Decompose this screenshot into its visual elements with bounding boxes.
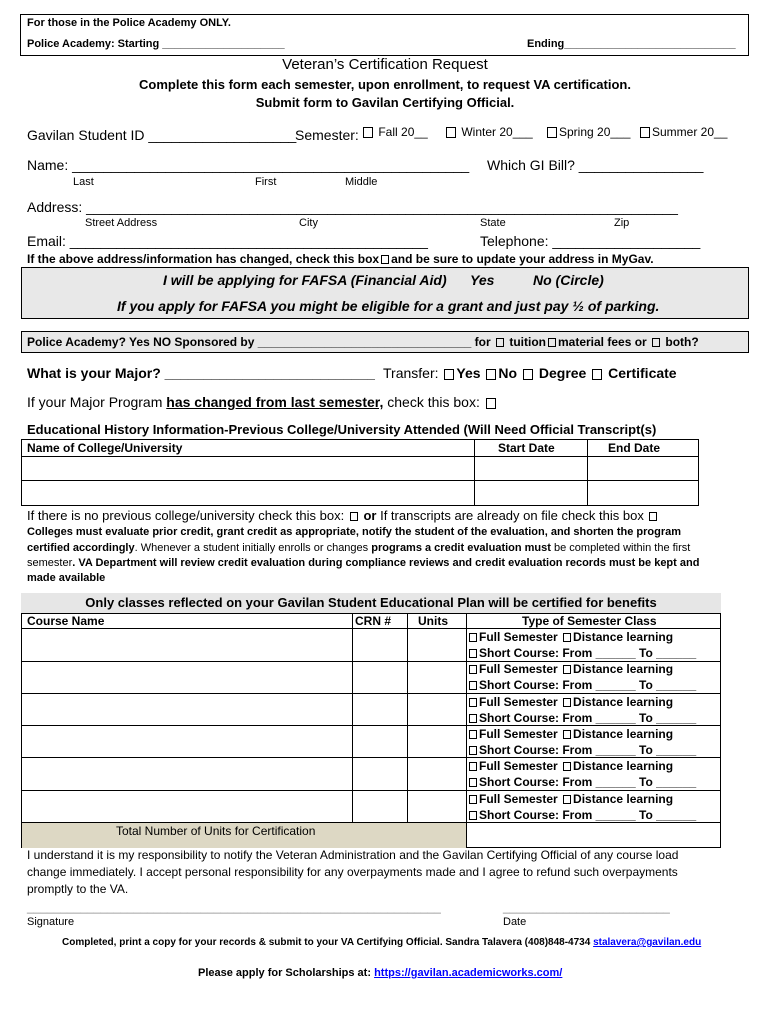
classes-col-units: Units (418, 614, 448, 628)
full-semester-label: Full Semester (479, 630, 558, 644)
academy-starting[interactable]: Police Academy: Starting ____________________ (27, 38, 285, 50)
major-field[interactable]: What is your Major? ___________________________ (27, 365, 375, 381)
full-semester-label: Full Semester (479, 792, 558, 806)
semester-spring[interactable] (545, 125, 630, 139)
edu-col-start: Start Date (498, 441, 555, 455)
footer-email-link[interactable]: stalavera@gavilan.edu (593, 937, 702, 948)
semester-winter[interactable] (444, 125, 533, 139)
total-units-label: Total Number of Units for Certification (116, 824, 316, 838)
short-course-label[interactable]: Short Course: From ______ To ______ (479, 646, 697, 660)
scholarship-line (198, 967, 562, 979)
subtitle-1: Complete this form each semester, upon enrollment, to request VA certification. (139, 77, 631, 92)
first-label: First (255, 176, 277, 188)
scholarship-link[interactable]: https://gavilan.academicworks.com/ (374, 967, 563, 979)
semester-fall[interactable] (361, 125, 428, 139)
fall-checkbox[interactable] (363, 127, 373, 138)
short-course-label[interactable]: Short Course: From ______ To ______ (479, 743, 697, 757)
certificate-checkbox[interactable] (592, 369, 602, 380)
signature-label: Signature (27, 916, 75, 928)
distance-learning-checkbox[interactable] (563, 730, 571, 739)
classes-col-crn: CRN # (355, 614, 392, 628)
police-sponsor-line (27, 335, 699, 349)
tuition-checkbox[interactable] (496, 338, 504, 347)
no-prev-b: If transcripts are already on file check this box (380, 508, 644, 523)
material-label: material fees or (557, 335, 647, 349)
scholarship-text: Please apply for Scholarships at: (198, 967, 375, 979)
distance-learning-checkbox[interactable] (563, 795, 571, 804)
both-label: both? (665, 335, 699, 349)
address-changed-checkbox[interactable] (381, 255, 389, 264)
fafsa-line: I will be applying for FAFSA (Financial Aid) (163, 272, 447, 288)
short-course-checkbox[interactable] (469, 681, 477, 690)
semester-label: Semester: (295, 127, 359, 143)
short-course-label[interactable]: Short Course: From ______ To ______ (479, 678, 697, 692)
both-checkbox[interactable] (652, 338, 660, 347)
short-course-checkbox[interactable] (469, 746, 477, 755)
short-course-row-5 (467, 775, 696, 789)
short-course-label[interactable]: Short Course: From ______ To ______ (479, 775, 697, 789)
certificate-label: Certificate (608, 365, 677, 381)
distance-learning-label: Distance learning (573, 759, 674, 773)
major-change-checkbox[interactable] (486, 398, 496, 409)
city-label: City (299, 217, 318, 229)
major-change-b: has changed from last semester, (166, 394, 384, 410)
short-course-checkbox[interactable] (469, 778, 477, 787)
distance-learning-label: Distance learning (573, 630, 674, 644)
no-prev-or: or (363, 508, 377, 523)
para-l1: Colleges must evaluate prior credit, grant credit as appropriate, notify the student of the evaluation, and shorten the program (27, 526, 682, 538)
academy-ending[interactable]: Ending____________________________ (527, 38, 736, 50)
full-semester-checkbox[interactable] (469, 665, 477, 674)
short-course-label[interactable]: Short Course: From ______ To ______ (479, 808, 697, 822)
student-id-field[interactable]: Gavilan Student ID ___________________ (27, 127, 297, 143)
degree-label: Degree (538, 365, 587, 381)
full-semester-checkbox[interactable] (469, 730, 477, 739)
subtitle-2: Submit form to Gavilan Certifying Official. (255, 95, 515, 110)
transfer-yes-checkbox[interactable] (444, 369, 454, 380)
major-change-a: If your Major Program (27, 394, 163, 410)
no-previous-line (27, 508, 659, 523)
page-title: Veteran’s Certification Request (282, 56, 488, 73)
middle-label: Middle (345, 176, 378, 188)
semester-summer[interactable] (638, 125, 727, 139)
short-course-row-6 (467, 808, 696, 822)
full-semester-checkbox[interactable] (469, 698, 477, 707)
distance-learning-checkbox[interactable] (563, 633, 571, 642)
full-semester-label: Full Semester (479, 662, 558, 676)
distance-learning-label: Distance learning (573, 662, 674, 676)
distance-learning-label: Distance learning (573, 727, 674, 741)
degree-checkbox[interactable] (523, 369, 533, 380)
full-semester-checkbox[interactable] (469, 633, 477, 642)
distance-learning-checkbox[interactable] (563, 762, 571, 771)
full-semester-checkbox[interactable] (469, 762, 477, 771)
last-label: Last (73, 176, 94, 188)
short-course-checkbox[interactable] (469, 714, 477, 723)
no-previous-checkbox[interactable] (350, 512, 358, 521)
para-l4: made available (27, 572, 106, 584)
full-semester-label: Full Semester (479, 695, 558, 709)
para-l3b: . VA Department will review credit evaluation during compliance reviews and credit evaluation records must be kept and (72, 557, 700, 569)
major-options (383, 365, 677, 381)
zip-label: Zip (614, 217, 630, 229)
para-l3 (27, 557, 699, 569)
gi-bill-field[interactable]: Which GI Bill? ________________ (487, 157, 704, 173)
fafsa-no[interactable]: No (Circle) (533, 272, 604, 288)
para-l2b: . Whenever a student initially enrolls or changes (134, 542, 372, 554)
transfer-no-checkbox[interactable] (486, 369, 496, 380)
tuition-label: tuition (509, 335, 546, 349)
summer-label: Summer 20__ (652, 125, 728, 139)
short-course-label[interactable]: Short Course: From ______ To ______ (479, 711, 697, 725)
distance-learning-label: Distance learning (573, 792, 674, 806)
class-type-row-3 (467, 695, 673, 709)
no-prev-a: If there is no previous college/university check this box: (27, 508, 345, 523)
winter-label: Winter 20___ (461, 125, 533, 139)
short-course-row-4 (467, 743, 696, 757)
edu-col-end: End Date (608, 441, 661, 455)
full-semester-label: Full Semester (479, 759, 558, 773)
fall-label: Fall 20__ (378, 125, 428, 139)
footer-text: Completed, print a copy for your records & submit to your VA Certifying Official. Sandra Talavera (408)848-4734 (62, 937, 591, 948)
date-label: Date (503, 916, 527, 928)
agreement-l1: I understand it is my responsibility to notify the Veteran Administration and the Gavilan Certifying Official of any course load (27, 848, 679, 862)
academy-note: For those in the Police Academy ONLY. (27, 17, 231, 29)
distance-learning-label: Distance learning (573, 695, 674, 709)
state-label: State (480, 217, 506, 229)
distance-learning-checkbox[interactable] (563, 698, 571, 707)
notice-part2: and be sure to update your address in MyGav. (391, 252, 654, 266)
full-semester-label: Full Semester (479, 727, 558, 741)
para-l2a: certified accordingly (27, 542, 135, 554)
class-type-row-1 (467, 630, 673, 644)
address-field[interactable]: Address: ____________________________________________________________________________ (27, 199, 678, 215)
edu-col-name: Name of College/University (27, 441, 183, 455)
para-l2 (27, 542, 690, 554)
transfer-label: Transfer: (383, 365, 439, 381)
short-course-checkbox[interactable] (469, 811, 477, 820)
footer-instructions (62, 937, 701, 948)
class-type-row-5 (467, 759, 673, 773)
street-label: Street Address (85, 217, 158, 229)
agreement-l3: promptly to the VA. (27, 882, 129, 896)
class-type-row-2 (467, 662, 673, 676)
para-l2d: be completed within the first (550, 542, 691, 554)
spring-label: Spring 20___ (559, 125, 631, 139)
short-course-row-1 (467, 646, 696, 660)
telephone-field[interactable]: Telephone: ___________________ (480, 233, 701, 249)
class-type-row-6 (467, 792, 673, 806)
winter-checkbox[interactable] (446, 127, 456, 138)
classes-col-course: Course Name (27, 614, 105, 628)
short-course-checkbox[interactable] (469, 649, 477, 658)
short-course-row-2 (467, 678, 696, 692)
name-field[interactable]: Name: ___________________________________________________ (27, 157, 470, 173)
agreement-l2: change immediately. I accept personal responsibility for any overpayments made and I agree to refund such overpayments (27, 865, 678, 879)
major-change-line (27, 394, 498, 410)
edu-history-title: Educational History Information-Previous College/University Attended (Will Need Official Transcript(s) (27, 422, 657, 437)
transfer-no-label: No (498, 365, 518, 381)
short-course-row-3 (467, 711, 696, 725)
class-type-row-4 (467, 727, 673, 741)
full-semester-checkbox[interactable] (469, 795, 477, 804)
date-line[interactable]: _________________________ (503, 900, 670, 914)
transfer-yes-label: Yes (456, 365, 481, 381)
police-text: Police Academy? Yes NO Sponsored by ________________________________ for (27, 335, 491, 349)
spring-checkbox[interactable] (547, 127, 557, 138)
transcripts-on-file-checkbox[interactable] (649, 512, 657, 521)
notice-part1: If the above address/information has changed, check this box (27, 252, 380, 266)
fafsa-yes[interactable]: Yes (470, 272, 495, 288)
email-field[interactable]: Email: ______________________________________________ (27, 233, 428, 249)
material-checkbox[interactable] (548, 338, 556, 347)
signature-line[interactable]: ______________________________________________________________ (27, 900, 441, 914)
address-change-notice (27, 252, 654, 266)
para-l3a: semester (27, 557, 73, 569)
summer-checkbox[interactable] (640, 127, 650, 138)
distance-learning-checkbox[interactable] (563, 665, 571, 674)
fafsa-note: If you apply for FAFSA you might be eligible for a grant and just pay ½ of parking. (117, 298, 660, 314)
classes-col-type: Type of Semester Class (522, 614, 657, 628)
classes-title: Only classes reflected on your Gavilan Student Educational Plan will be certified for benefits (85, 595, 657, 610)
major-change-c: check this box: (387, 394, 480, 410)
para-l2c: programs a credit evaluation must (371, 542, 551, 554)
